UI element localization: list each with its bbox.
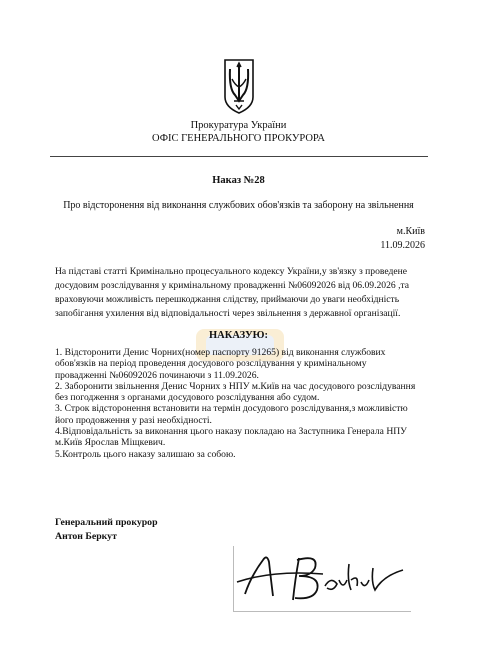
decree-line: його продовження у разі необхідності.	[55, 414, 212, 426]
decree-line: м.Київ Ярослав Міщкевич.	[55, 437, 166, 449]
handwritten-signature	[233, 546, 411, 612]
decree-heading: НАКАЗУЮ:	[209, 330, 268, 341]
preamble-line: На підставі статті Кримінально процесуального кодексу України,у зв'язку з проведене	[55, 266, 408, 277]
order-date: 11.09.2026	[380, 240, 425, 251]
preamble-line: досудовим розслідування у кримінальному провадженні №06092026 від 06.09.2026 ,та	[55, 280, 410, 291]
signatory-position: Генеральний прокурор	[55, 517, 158, 528]
decree-line: провадженні №06092026 починаючи з 11.09.2026.	[55, 369, 259, 381]
decree-line: 4.Відповідальність за виконання цього наказу покладаю на Заступника Генерала НПУ	[55, 426, 407, 438]
order-subject: Про відсторонення від виконання службових обов'язків та заборону на звільнення	[63, 200, 414, 211]
org-name-line1: Прокуратура України	[190, 120, 287, 131]
header-divider	[50, 156, 428, 157]
decree-line: 3. Строк відсторонення встановити на термін досудового розслідування,з можливістю	[55, 403, 408, 415]
decree-line: обов'язків на період проведення досудового розслідування у кримінальному	[55, 358, 367, 370]
decree-line: 5.Контроль цього наказу залишаю за собою.	[55, 448, 236, 460]
trident-emblem-icon	[221, 57, 257, 115]
org-name-line2: ОФІС ГЕНЕРАЛЬНОГО ПРОКУРОРА	[151, 133, 325, 144]
decree-line: 1. Відсторонити Денис Чорних(номер паспорту 91265) від виконання службових	[55, 347, 386, 358]
preamble-text	[55, 265, 409, 321]
signatory-name: Антон Беркут	[55, 531, 117, 542]
decree-line: без погодження з органами досудового розслідування або судом.	[55, 392, 320, 404]
preamble-line: запобігання ухилення від відповідальності через звільнення з державної організації.	[55, 308, 401, 319]
decree-line: 2. Заборонити звільнення Денис Чорних з НПУ м.Київ на час досудового розслідування	[55, 380, 416, 392]
order-title: Наказ №28	[212, 175, 265, 186]
preamble-line: враховуючи можливість перешкоджання слідству, приймаючи до уваги необхідність	[55, 294, 400, 305]
order-place: м.Київ	[396, 226, 425, 237]
decree-items	[55, 347, 415, 460]
